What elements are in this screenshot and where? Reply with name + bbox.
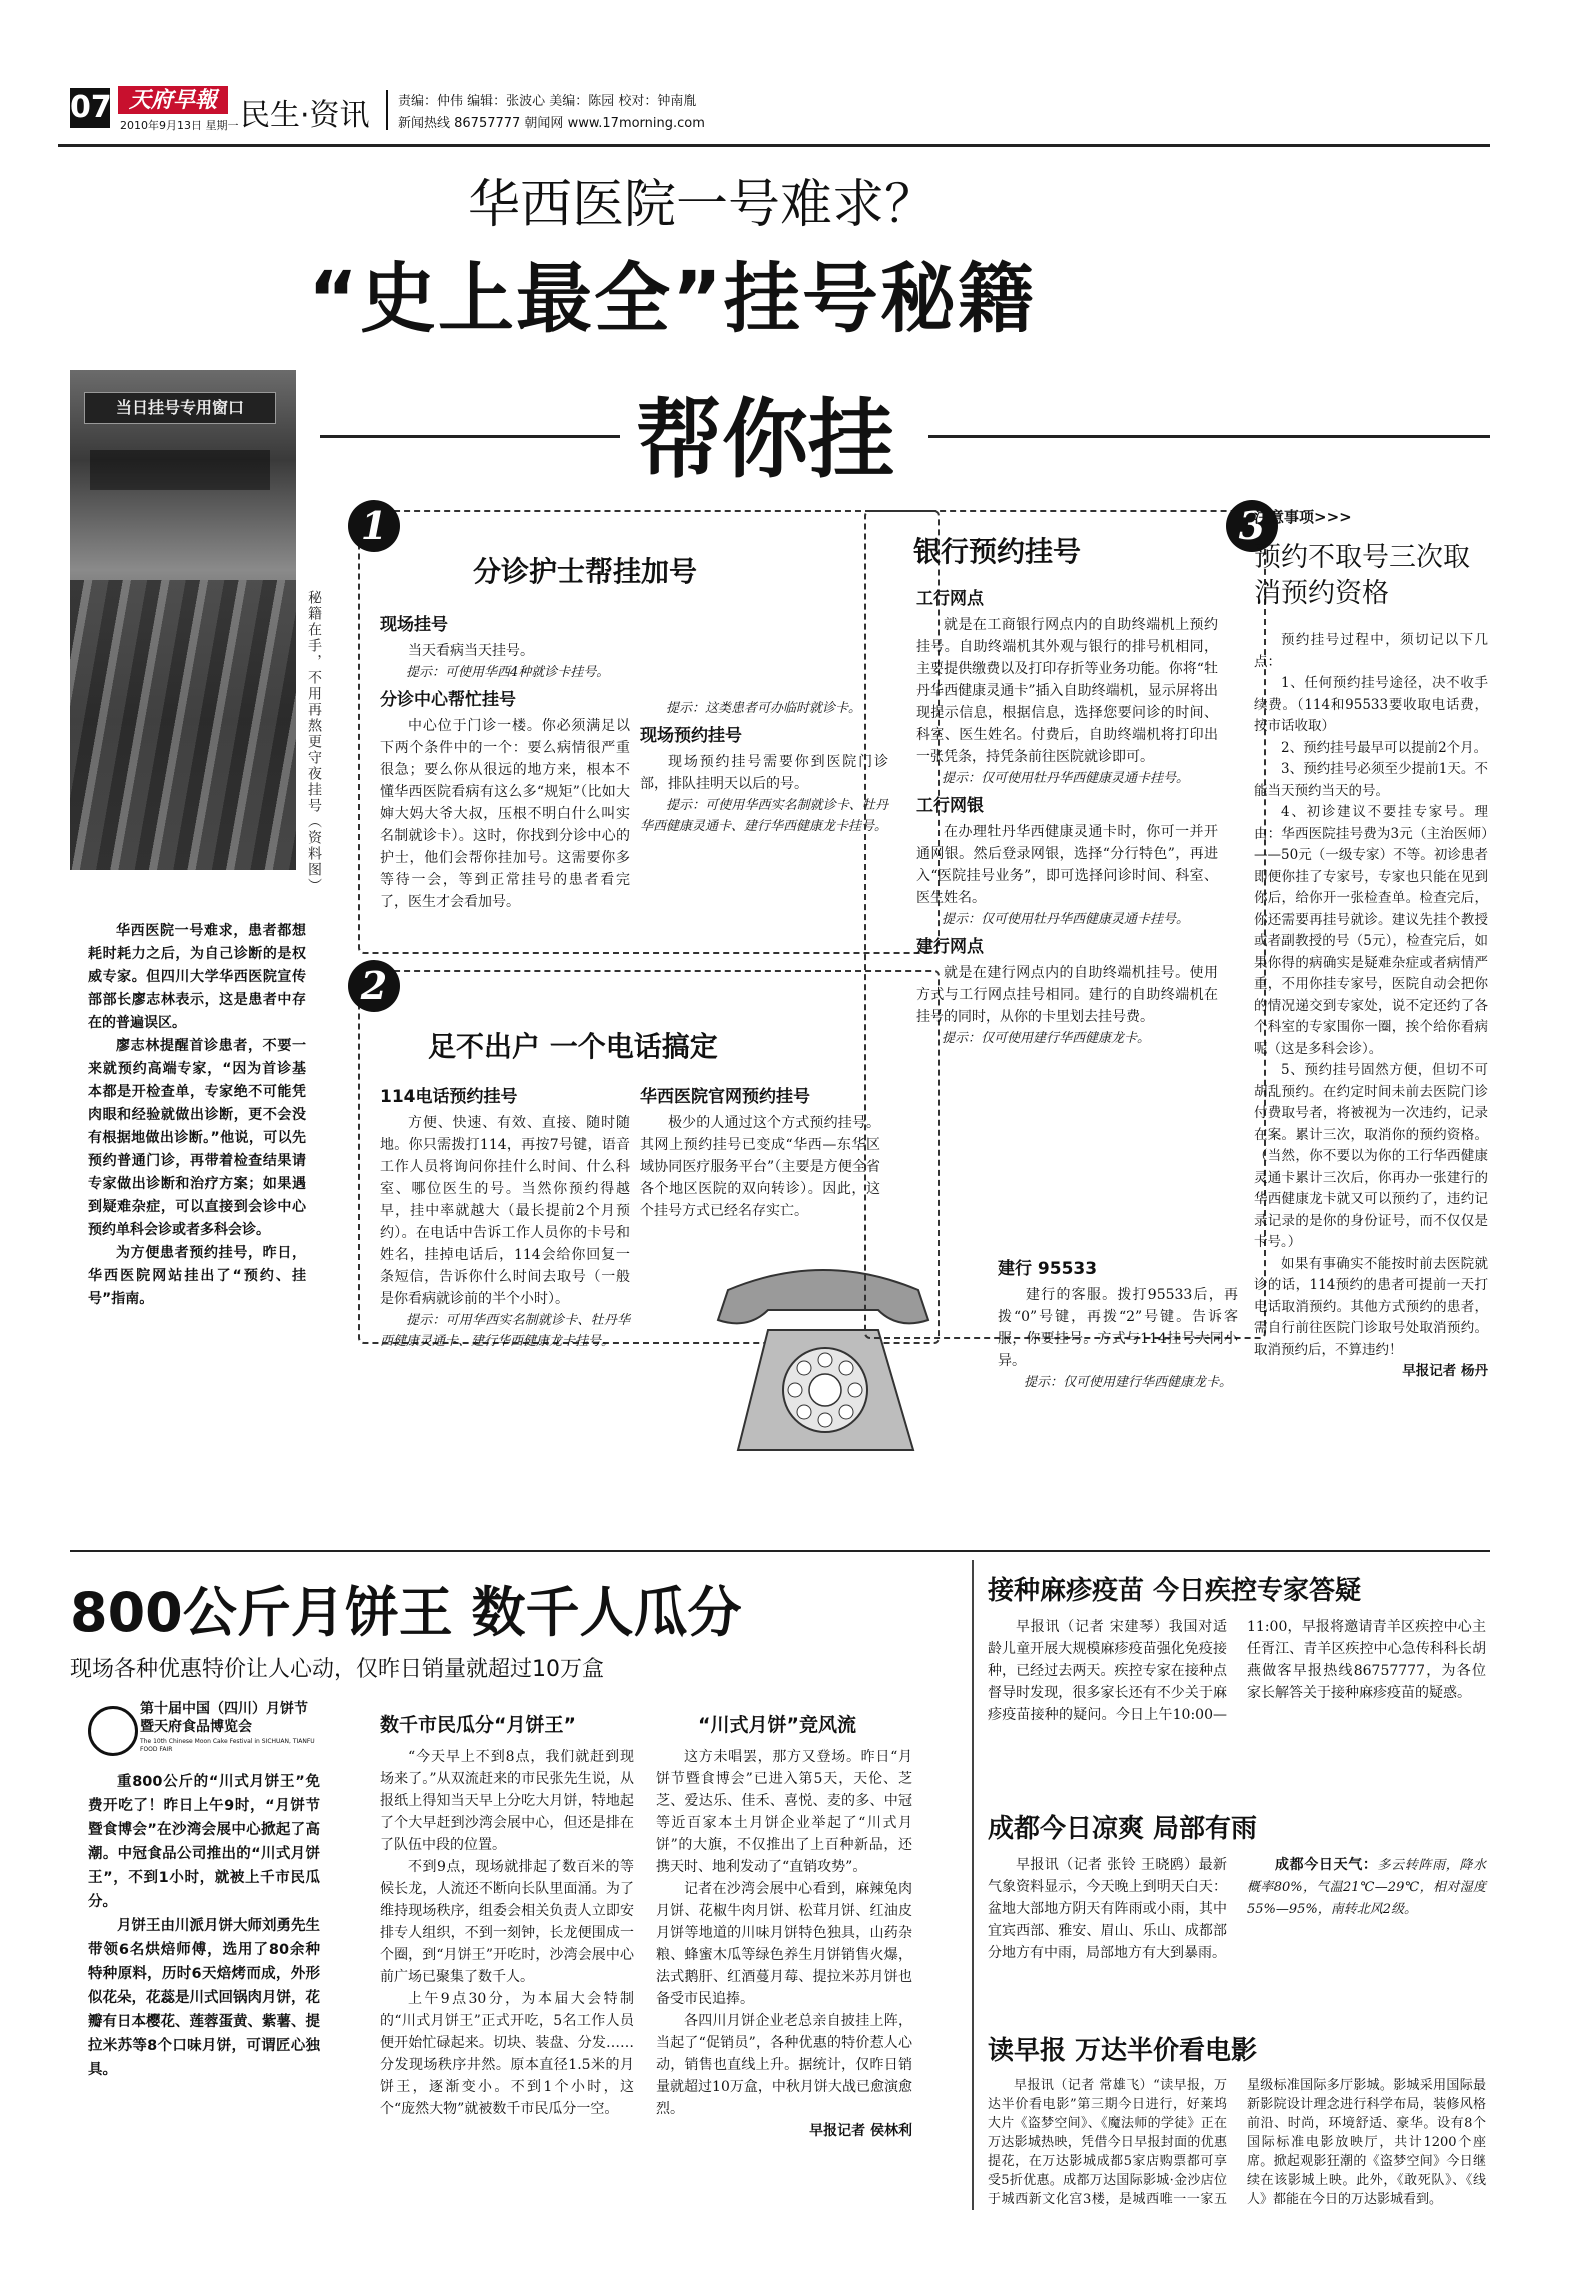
credits-line-2: 新闻热线 86757777 朝闻网 www.17morning.com	[398, 116, 705, 131]
movie-text-wrap	[988, 2076, 1486, 2224]
page-number: 07	[70, 88, 110, 128]
date-line: 2010年9月13日 星期一	[120, 119, 239, 132]
box-3-hint: 提示：仅可使用建行华西健康龙卡。	[942, 1031, 1151, 1046]
mooncake-paragraph: “今天早上不到8点，我们就赶到现场来了。”从双流赶来的市民张先生说，从报纸上得知当天早上分吃大月饼，特地起了个大早赶到沙湾会展中心，但还是排在了队伍中段的位置。	[380, 1749, 634, 1853]
notice-paragraph: 5、预约挂号固然方便，但切不可胡乱预约。在约定时间未前去医院门诊付费取号者，将被视为一次违约，记录在案。累计三次，取消你的预约资格。（当然，你不要以为你的工行华西健康灵通卡累计三次后，你再办一张建行的华西健康龙卡就又可以预约了，违约记录记录的是你的身份证号，而不仅仅是卡号。）	[1254, 1062, 1488, 1250]
fair-logo-english: The 10th Chinese Moon Cake Festival in SICHUAN, TIANFU FOOD FAIR	[140, 1738, 315, 1753]
intro-paragraph: 为方便患者预约挂号，昨日，华西医院网站挂出了“预约、挂号”指南。	[88, 1245, 306, 1307]
box-3-heading: 工行网点	[916, 589, 984, 609]
weather-forecast-label: 成都今日天气：	[1275, 1857, 1378, 1873]
box-2-col-right	[640, 1080, 880, 1222]
fair-logo	[88, 1700, 320, 1758]
mooncake-paragraph: 上午9点30分，为本届大会特制的“川式月饼王”正式开吃，5名工作人员便开始忙碌起来。切块、装盘、分发……分发现场秩序井然。原本直径1.5米的月饼王，逐渐变小。不到1个小时，这个“庞然大物”就被数千市民瓜分一空。	[380, 1991, 634, 2117]
mooncake-paragraph: 记者在沙湾会展中心看到，麻辣兔肉月饼、花椒牛肉月饼、松茸月饼、红油皮月饼等地道的川味月饼特色独具，山药杂粮、蜂蜜木瓜等绿色养生月饼销售火爆，法式鹅肝、红酒蔓月莓、提拉米苏月饼也备受市民追捧。	[656, 1881, 912, 2007]
weather-forecast-value: 多云转阵雨，降水概率80%，气温21℃—29℃，相对湿度55%—95%，南转北风2级。	[1247, 1858, 1486, 1917]
box-1-text: 现场预约挂号需要你到医院门诊部，排队挂明天以后的号。	[640, 754, 888, 792]
box-3-text: 建行的客服。拨打95533后，再拨“0”号键，再拨“2”号键。告诉客服，你要挂号。方式与114挂号大同小异。	[998, 1287, 1238, 1369]
newspaper-logo: 天府早報	[118, 86, 228, 114]
weather-text-wrap	[988, 1854, 1486, 2034]
box-2-text: 极少的人通过这个方式预约挂号。其网上预约挂号已变成“华西—东华区域协同医疗服务平台”（主要是方便全省各个地区医院的双向转诊）。因此，这个挂号方式已经名存实亡。	[640, 1115, 880, 1219]
box-1-title: 分诊护士帮挂加号	[473, 555, 698, 588]
headline-main: “史上最全”挂号秘籍	[308, 254, 1036, 343]
box-2-heading: 华西医院官网预约挂号	[640, 1087, 810, 1107]
box-3-heading: 工行网银	[916, 796, 984, 816]
photo-caption: 秘籍在手，不用再熬更守夜挂号（资料图）	[306, 590, 322, 894]
notice-title: 预约不取号三次取消预约资格	[1254, 542, 1470, 609]
box-2-text: 方便、快速、有效、直接、随时随地。你只需拨打114，再按7号键，语音工作人员将询问你挂什么时间、什么科室、哪位医生的号。当然你预约得越早，挂中率就越大（最长提前2个月预约）。在电话中告诉工作人员你的卡号和姓名，挂掉电话后，114会给你回复一条短信，告诉你什么时间去取号（一般是你看病就诊前的半个小时）。	[380, 1115, 630, 1307]
box-2-col-left	[380, 1080, 630, 1352]
box-3-title: 银行预约挂号	[913, 535, 1082, 568]
mooncake-paragraph: 不到9点，现场就排起了数百米的等候长龙，人流还不断向长队里面涌。为了维持现场秩序，组委会相关负责人立即安排专人组织，不到一刻钟，长龙便围成一个圈，到“月饼王”开吃时，沙湾会展中心前广场已聚集了数千人。	[380, 1859, 634, 1985]
weather-forecast	[1247, 1854, 1486, 1920]
notice-paragraph: 3、预约挂号必须至少提前1天。不能当天预约当天的号。	[1254, 761, 1488, 799]
box-1-text: 当天看病当天挂号。	[408, 643, 534, 659]
mooncake-subhead: 现场各种优惠特价让人心动，仅昨日销量就超过10万盒	[70, 1657, 604, 1682]
box-3-col	[916, 582, 1218, 1049]
headline-sub: 帮你挂	[636, 390, 894, 490]
section-name: 民生·资讯	[240, 98, 370, 133]
notice-paragraph: 如果有事确实不能按时前去医院就诊的话，114预约的患者可提前一天打电话取消预约。其他方式预约的患者，需自行前往医院门诊取号处取消预约。取消预约后，不算违约！	[1254, 1255, 1488, 1358]
box-1-heading: 现场挂号	[380, 615, 448, 635]
mooncake-headline: 800公斤月饼王 数千人瓜分	[70, 1581, 742, 1644]
credits-line-1: 责编：仲伟 编辑：张波心 美编：陈园 校对：钟南胤	[398, 94, 697, 109]
intro-paragraph: 廖志林提醒首诊患者，不要一来就预约高端专家，“因为首诊基本都是开检查单，专家绝不可能凭肉眼和经验就做出诊断，更不会没有根据地做出诊断。”他说，可以先预约普通门诊，再带着检查结果请专家做出诊断和治疗方案；如果遇到疑难杂症，可以直接到会诊中心预约单科会诊或者多科会诊。	[88, 1038, 306, 1238]
weather-headline: 成都今日凉爽 局部有雨	[988, 1814, 1258, 1844]
mooncake-col3	[656, 1746, 912, 2142]
photo-window-sign: 当日挂号专用窗口	[84, 392, 276, 424]
headline-kicker: 华西医院一号难求？	[468, 175, 937, 235]
mooncake-col3-title: “川式月饼”竞风流	[698, 1714, 856, 1736]
box-3-hint: 提示：仅可使用建行华西健康龙卡。	[1024, 1375, 1233, 1390]
box-3-heading: 建行 95533	[998, 1259, 1098, 1279]
fair-logo-title: 第十届中国（四川）月饼节暨天府食品博览会	[140, 1701, 308, 1735]
notice-paragraph: 2、预约挂号最早可以提前2个月。	[1281, 739, 1488, 756]
movie-text: 早报讯（记者 常雄飞）“读早报，万达半价看电影”第三期今日进行，好莱坞大片《盗梦空间》、《魔法师的学徒》正在万达影城热映，凭借今日早报封面的优惠提花，在万达影城成都5家店购票都可享受5折优惠。成都万达国际影城·金沙店位于城西新文化宫3楼，是城西唯一一家五星级标准国际多厅影城。影城采用国际最新影院设计理念进行科学布局，装修风格前沿、时尚，环境舒适、豪华。设有8个国际标准电影放映厅，共计1200个座席。掀起观影狂潮的《盗梦空间》今日继续在该影城上映。此外，《敢死队》、《线人》都能在今日的万达影城看到。	[988, 2078, 1486, 2207]
mooncake-col2-title: 数千市民瓜分“月饼王”	[380, 1714, 576, 1736]
notice-paragraph: 1、任何预约挂号途径，决不收手续费。（114和95533要收取电话费，按市话收取）	[1254, 675, 1488, 734]
box-2-title: 足不出户 一个电话搞定	[428, 1030, 718, 1063]
notice-paragraph: 预约挂号过程中，须切记以下几点：	[1254, 632, 1488, 670]
vaccine-text-wrap	[988, 1616, 1486, 1788]
notice-label: 注意事项>>>	[1254, 508, 1352, 526]
vaccine-text: 早报讯（记者 宋建琴）我国对适龄儿童开展大规模麻疹疫苗强化免疫接种，已经过去两天。疾控专家在接种点督导时发现，很多家长还有不少关于麻疹疫苗接种的疑问。今日上午10:00—11:00，早报将邀请青羊区疾控中心主任胥江、青羊区疾控中心急传科科长胡燕做客早报热线86757777，为各位家长解答关于接种麻疹疫苗的疑惑。	[988, 1619, 1486, 1723]
box-1-hint: 提示：可使用华西4种就诊卡挂号。	[406, 665, 610, 680]
mooncake-paragraph: 这方未唱罢，那方又登场。昨日“月饼节暨食博会”已进入第5天，天伦、芝芝、爱达乐、佳禾、喜悦、麦的多、中冠等近百家本土月饼企业举起了“川式月饼”的大旗，不仅推出了上百种新品，还携天时、地利发动了“直销攻势”。	[656, 1749, 912, 1875]
mooncake-lead-paragraph: 月饼王由川派月饼大师刘勇先生带领6名烘焙师傅，选用了80余种特种原料，历时6天焙烤而成，外形似花朵，花蕊是川式回锅肉月饼，花瓣有日本樱花、莲蓉蛋黄、紫薯、提拉米苏等8个口味月饼，可谓匠心独具。	[88, 1918, 320, 2078]
movie-headline: 读早报 万达半价看电影	[988, 2036, 1258, 2066]
box-3-text: 在办理牡丹华西健康灵通卡时，你可一并开通网银。然后登录网银，选择“分行特色”，再进入“医院挂号业务”，即可选择问诊时间、科室、医生姓名。	[916, 824, 1218, 906]
box-2-hint: 提示：可用华西实名制就诊卡、牡丹华西健康灵通卡、建行华西健康龙卡挂号。	[380, 1313, 630, 1349]
mooncake-lead-paragraph: 重800公斤的“川式月饼王”免费开吃了！昨日上午9时，“月饼节暨食博会”在沙湾会展中心掀起了高潮。中冠食品公司推出的“川式月饼王”，不到1小时，就被上千市民瓜分。	[88, 1774, 320, 1910]
box-1-hint: 提示：这类患者可办临时就诊卡。	[666, 701, 862, 716]
box-3-text: 就是在工商银行网点内的自助终端机上预约挂号。自助终端机其外观与银行的排号机相同，主要提供缴费以及打印存折等业务功能。你将“牡丹华西健康灵通卡”插入自助终端机，显示屏将出现提示信息，根据信息，选择您要问诊的时间、科室、医生姓名。付费后，自助终端机将打印出一张凭条，持凭条前往医院就诊即可。	[916, 617, 1218, 765]
weather-text: 早报讯（记者 张铃 王晓鸥）最新气象资料显示，今天晚上到明天白天：盆地大部地方阴天有阵雨或小雨，其中宜宾西部、雅安、眉山、乐山、成都部分地方有中雨，局部地方有大到暴雨。	[988, 1857, 1227, 1961]
box-3-number: 3	[1226, 500, 1278, 552]
box-3-col-bottom	[998, 1252, 1238, 1393]
box-1-text: 中心位于门诊一楼。你必须满足以下两个条件中的一个：要么病情很严重很急；要么你从很远的地方来，根本不懂华西医院看病有这么多“规矩”（比如大婶大妈大爷大叔，压根不明白什么叫实名制就诊卡）。这时，你找到分诊中心的护士，他们会帮你挂加号。这需要你多等待一会，等到正常挂号的患者看完了，医生才会看加号。	[380, 718, 630, 910]
box-3-heading: 建行网点	[916, 937, 984, 957]
notice-text	[1254, 630, 1488, 1383]
photo-queue	[70, 370, 296, 870]
mooncake-col2	[380, 1746, 634, 2120]
intro-text	[88, 920, 306, 1311]
box-1-hint: 提示：可使用华西实名制就诊卡、牡丹华西健康灵通卡、建行华西健康龙卡挂号。	[640, 798, 888, 834]
vaccine-headline: 接种麻疹疫苗 今日疾控专家答疑	[988, 1576, 1362, 1606]
mooncake-byline: 早报记者 侯林利	[809, 2123, 912, 2139]
box-2-heading: 114电话预约挂号	[380, 1087, 518, 1107]
masthead	[58, 84, 1490, 140]
mooncake-lead	[88, 1770, 320, 2082]
box-1-number: 1	[348, 500, 400, 552]
fair-logo-icon	[88, 1706, 138, 1756]
box-1-col-left	[380, 608, 630, 910]
mooncake-paragraph: 各四川月饼企业老总亲自披挂上阵，当起了“促销员”，各种优惠的特价惹人心动，销售也直线上升。据统计，仅昨日销量就超过10万盒，中秋月饼大战已愈演愈烈。	[656, 2013, 912, 2117]
intro-paragraph: 华西医院一号难求，患者都想耗时耗力之后，为自己诊断的是权威专家。但四川大学华西医院宣传部部长廖志林表示，这是患者中存在的普遍误区。	[88, 923, 306, 1031]
newspaper-page	[58, 70, 1490, 2220]
box-2-number: 2	[348, 960, 400, 1012]
notice-byline: 早报记者 杨丹	[1402, 1363, 1488, 1379]
box-1-heading: 现场预约挂号	[640, 726, 742, 746]
box-3-text: 就是在建行网点内的自助终端机挂号。使用方式与工行网点挂号相同。建行的自助终端机在挂号的同时，从你的卡里划去挂号费。	[916, 965, 1218, 1025]
box-3-hint: 提示：仅可使用牡丹华西健康灵通卡挂号。	[942, 771, 1190, 786]
box-1-heading: 分诊中心帮忙挂号	[380, 690, 516, 710]
box-3-hint: 提示：仅可使用牡丹华西健康灵通卡挂号。	[942, 912, 1190, 927]
notice-paragraph: 4、初诊建议不要挂专家号。理由：华西医院挂号费为3元（主治医师）——50元（一级专家）不等。初诊患者即便你挂了专家号，专家也只能在见到你后，给你开一张检查单。检查完后，你还需要再挂号就诊。建议先挂个教授或者副教授的号（5元），检查完后，如果你得的病确实是疑难杂症或者病情严重，不用你挂专家号，医院自动会把你的情况递交到专家处，说不定还约了各个科室的专家围你一圈，挨个给你看病呢（这是多科会诊）。	[1254, 804, 1488, 1057]
box-1-col-right	[640, 608, 888, 837]
